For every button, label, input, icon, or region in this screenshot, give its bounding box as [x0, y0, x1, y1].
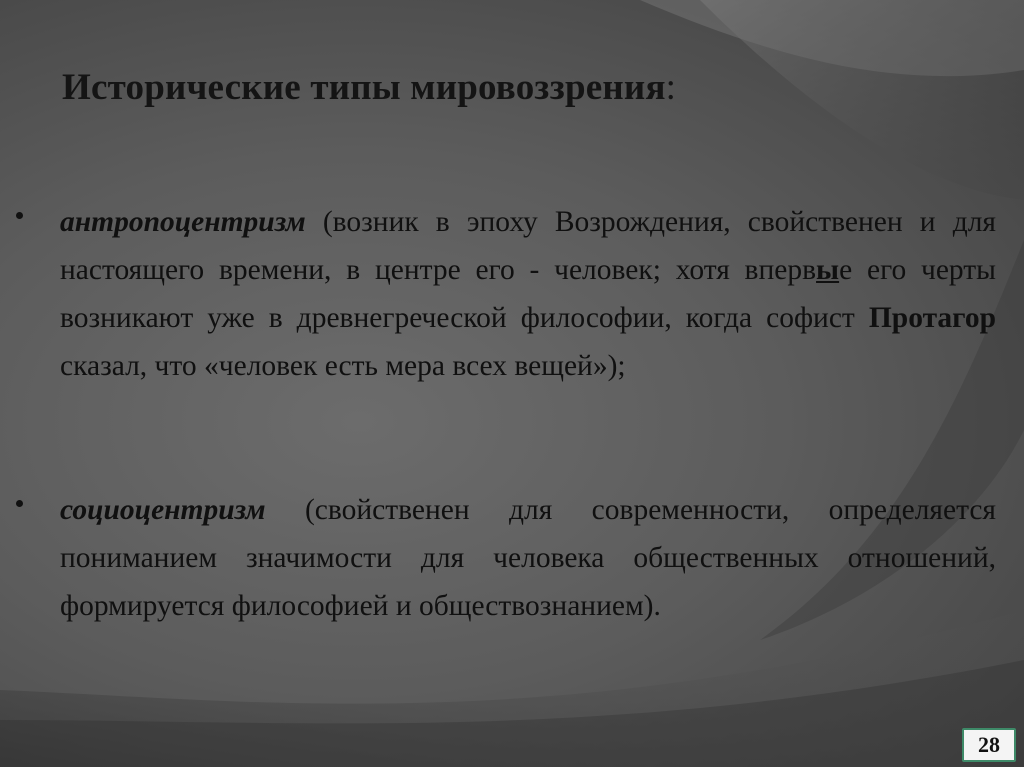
- item-text-emphasis: ы: [816, 254, 840, 286]
- list-item-anthropocentrism: [60, 198, 996, 390]
- page-number-badge: [962, 728, 1016, 762]
- item-text: (возник в эпоху Возрождения, свойственен и для настоящего времени, в центре его - человек; хотя вперв: [60, 206, 996, 286]
- bullet-icon: [16, 500, 23, 507]
- slide-title-text: Исторические типы мировоззрения: [62, 67, 666, 108]
- slide-title-colon: :: [665, 67, 677, 108]
- name-protagoras: Протагор: [868, 302, 996, 334]
- term-anthropocentrism: антропоцентризм: [60, 206, 306, 238]
- item-text: (свойственен для современности, определяется пониманием значимости для человека общественных отношений, формируется философией и обществознанием).: [60, 494, 996, 622]
- page-number: 28: [978, 732, 1000, 757]
- bullet-icon: [16, 212, 23, 219]
- item-text: сказал, что «человек есть мера всех вещей»);: [60, 350, 626, 382]
- list-item-sociocentrism: [60, 486, 996, 630]
- slide-title: [62, 66, 676, 109]
- term-sociocentrism: социоцентризм: [60, 494, 266, 526]
- item-text: е его черты возникают уже в древнегреческой философии, когда софист: [60, 254, 996, 334]
